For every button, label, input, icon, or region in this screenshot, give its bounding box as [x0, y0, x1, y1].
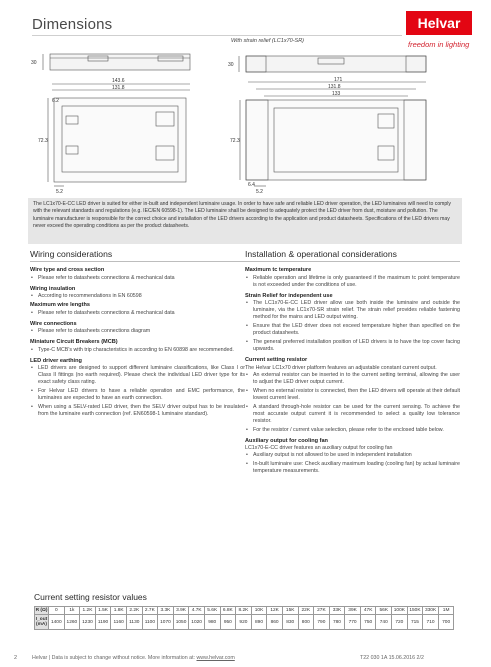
resistance-cell: 2.7K [142, 607, 158, 615]
current-cell: 1050 [173, 615, 189, 630]
wiring-considerations-column [30, 249, 245, 420]
resistance-cell: 47K [360, 607, 376, 615]
list-item: • Ensure that the LED driver does not exceed temperature higher than specified on the product datasheets. [245, 323, 460, 337]
wire-type-heading: Wire type and cross section [30, 267, 105, 273]
current-cell: 1020 [189, 615, 205, 630]
earthing-heading: LED driver earthing [30, 357, 82, 364]
resistance-cell: 8.2K [236, 607, 252, 615]
footer-notice [32, 655, 235, 661]
current-row-label: I_out (mA) [35, 615, 49, 630]
dim-label-62: 6.2 [52, 98, 59, 104]
current-cell: 1230 [80, 615, 96, 630]
top-view-left [48, 84, 190, 186]
current-cell: 890 [251, 615, 267, 630]
helvar-logo: Helvar [406, 11, 472, 35]
list-item: • When using a SELV-rated LED driver, then the SELV driver output has to be insulated from the luminaire earth connection (ref. EN60598-1 luminaire standard). [30, 404, 245, 418]
resistance-cell: 6.8K [220, 607, 236, 615]
side-view-right [239, 56, 426, 72]
resistance-cell: 5.6K [204, 607, 220, 615]
resistance-cell: 39K [345, 607, 361, 615]
dim-label-1318-right: 131.8 [328, 84, 341, 90]
document-code: T22 030 1A 15.06.2016 2/2 [360, 655, 424, 661]
list-item: • A standard through-hole resistor can be used for the current sensing. To achieve the most accurate output current it is recommended to select a quality low tolerance resistor. [245, 404, 460, 425]
dim-label-64: 6.4 [248, 182, 255, 188]
resistance-cell: 0 [49, 607, 65, 615]
current-cell: 830 [282, 615, 298, 630]
footer-notice-text: Helvar | Data is subject to change without notice. More information at: [32, 655, 197, 661]
list-item: • An external resistor can be inserted in to the current setting terminal, allowing the user to adjust the LED driver output current. [245, 372, 460, 386]
resistance-cell: 27K [314, 607, 330, 615]
current-cell: 770 [345, 615, 361, 630]
page-title: Dimensions [32, 16, 113, 33]
resistance-cell: 15K [282, 607, 298, 615]
dim-label-171: 171 [334, 77, 343, 83]
current-cell: 1190 [95, 615, 111, 630]
resistance-cell: 1.8K [111, 607, 127, 615]
list-item: • Please refer to datasheets connections & mechanical data [30, 275, 245, 282]
current-cell: 860 [267, 615, 283, 630]
dim-label-52-left: 5.2 [56, 189, 63, 195]
list-item: • Reliable operation and lifetime is only guaranteed if the maximum tc point temperature is not exceeded under the conditions of use. [245, 275, 460, 289]
dim-label-52-right: 5.2 [256, 189, 263, 195]
resistance-cell: 33K [329, 607, 345, 615]
drawing-caption: With strain relief (LC1x70-SR) [231, 38, 304, 44]
side-view-left [43, 54, 190, 70]
resistance-cell: 56K [376, 607, 392, 615]
footer-link[interactable]: www.helvar.com [196, 655, 235, 661]
aux-heading: Auxiliary output for cooling fan [245, 437, 328, 444]
resistance-cell: 150K [407, 607, 423, 615]
dim-label-30-left: 30 [31, 60, 37, 66]
page-number: 2 [14, 655, 18, 661]
resistance-cell: 1M [438, 607, 454, 615]
current-cell: 710 [423, 615, 439, 630]
current-cell: 1100 [142, 615, 158, 630]
resistor-table [34, 606, 454, 630]
current-cell: 1070 [158, 615, 174, 630]
current-cell: 715 [407, 615, 423, 630]
resistance-cell: 22K [298, 607, 314, 615]
list-item: • According to recommendations in EN 60598 [30, 293, 245, 300]
strain-relief-heading: Strain Relief for independent use [245, 292, 333, 299]
resistance-cell: 12K [267, 607, 283, 615]
list-item: • Auxiliary output is not allowed to be used in independent installation [245, 452, 460, 459]
resistance-cell: 100K [392, 607, 408, 615]
current-row [35, 615, 454, 630]
list-item: • Please refer to datasheets connections diagram [30, 328, 245, 335]
dim-label-1436: 143.6 [112, 78, 125, 84]
resistance-cell: 1.5K [95, 607, 111, 615]
tc-heading: Maximum tc temperature [245, 267, 312, 273]
list-item: • In-built luminaire use: Check auxiliary maximum loading (cooling fan) by actual luminaire temperature measurements. [245, 461, 460, 475]
resistance-cell: 1.2K [80, 607, 96, 615]
aux-text: LC1x70-E-CC driver features an auxiliary output for cooling fan [245, 445, 393, 451]
current-cell: 750 [360, 615, 376, 630]
current-cell: 740 [376, 615, 392, 630]
list-item: • For the resistor / current value selection, please refer to the enclosed table below. [245, 427, 460, 434]
current-cell: 790 [314, 615, 330, 630]
top-view-right [240, 82, 426, 186]
dim-label-133: 133 [332, 91, 341, 97]
header-divider [32, 35, 402, 36]
installation-considerations-column [245, 249, 460, 477]
resistance-cell: 3.9K [173, 607, 189, 615]
list-item: • The general preferred installation position of LED drivers is to have the top cover facing upwards. [245, 339, 460, 353]
resistance-cell: 10K [251, 607, 267, 615]
mcb-heading: Miniature Circuit Breakers (MCB) [30, 339, 118, 345]
current-cell: 1260 [64, 615, 80, 630]
wire-insulation-heading: Wiring insulation [30, 285, 76, 292]
dimension-drawings [28, 46, 468, 196]
list-item: • For Helvar LED drivers to have a reliable operation and EMC performance, the luminaires are expected to have an earth connection. [30, 388, 245, 402]
resistor-text: The Helvar LC1x70 driver platform features an adjustable constant current output. [245, 364, 437, 371]
resistance-cell: 1k [64, 607, 80, 615]
current-cell: 980 [204, 615, 220, 630]
list-item: • LED drivers are designed to support different luminaire classifications, like Class I or Class II fittings (no earth required). Please check the individual LED driver type for its exact safety class rating. [30, 365, 245, 386]
resistor-heading: Current setting resistor [245, 357, 308, 363]
current-cell: 1400 [49, 615, 65, 630]
max-wire-heading: Maximum wire lengths [30, 302, 90, 308]
list-item: • Type-C MCB's with trip characteristics in according to EN 60898 are recommended. [30, 347, 245, 354]
dim-label-30-right: 30 [228, 62, 234, 68]
dim-label-723-right: 72.3 [230, 138, 240, 144]
list-item: • Please refer to datasheets connections & mechanical data [30, 310, 245, 317]
current-cell: 800 [298, 615, 314, 630]
current-cell: 1130 [126, 615, 142, 630]
resistance-cell: 2.2K [126, 607, 142, 615]
intro-paragraph: The LC1x70-E-CC LED driver is suited for either in-built and independent luminaire usage. In order to have safe and reliable LED driver operation, the LED luminaires will need to comply with the relevant standards and regulations (e.g. IEC/EN 60598-1). The LED luminaire shall be designed to adequately protect the LED driver from dust, moisture and pollution. The luminaire manufacturer is responsible for the correct choice and installation of the LED drivers according to the application and product datasheets. Specifications of the LED drivers may never exceed the operating conditions as per the product datasheets. [28, 198, 462, 244]
list-item: • The LC1x70-E-CC LED driver allow use both inside the luminaire and outside the luminaire, via the LC1x70-SR strain relief. The strain relief provides reliable fastening method for the mains and LED output wiring. [245, 300, 460, 321]
resistance-row-label: R (Ω) [35, 608, 48, 613]
dim-label-723: 72.3 [38, 138, 48, 144]
dim-label-1318: 131.8 [112, 85, 125, 91]
installation-title: Installation & operational considerations [245, 249, 460, 262]
resistance-cell: 4.7K [189, 607, 205, 615]
current-cell: 920 [236, 615, 252, 630]
logo-tagline: freedom in lighting [408, 40, 470, 49]
resistance-cell: 3.3K [158, 607, 174, 615]
list-item: • When no external resistor is connected, then the LED drivers will operate at their default lowest current level. [245, 388, 460, 402]
current-cell: 700 [438, 615, 454, 630]
resistance-cell: 330K [423, 607, 439, 615]
resistor-table-title: Current setting resistor values [34, 592, 147, 602]
current-cell: 720 [392, 615, 408, 630]
resistance-row [35, 607, 454, 615]
current-cell: 950 [220, 615, 236, 630]
wire-connections-heading: Wire connections [30, 320, 77, 327]
current-cell: 1160 [111, 615, 127, 630]
wiring-title: Wiring considerations [30, 249, 245, 262]
current-cell: 780 [329, 615, 345, 630]
